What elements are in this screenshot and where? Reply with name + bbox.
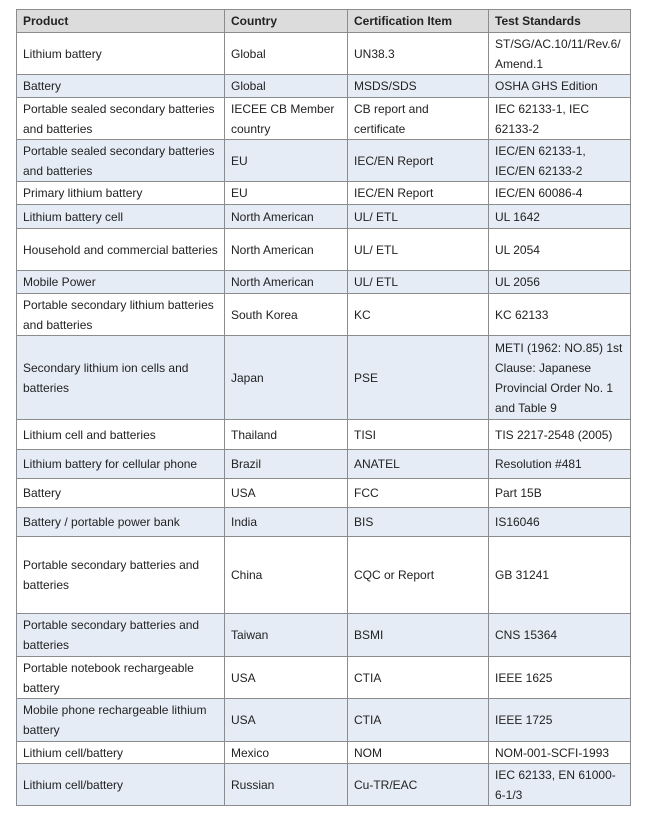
table-row [17,479,631,508]
table-row [17,140,631,182]
cell-certification-item: UL/ ETL [348,229,489,271]
cell-country: EU [225,182,348,205]
cell-product: Secondary lithium ion cells and batteries [17,336,225,420]
cell-product: Portable secondary lithium batteries and batteries [17,294,225,336]
cell-product: Lithium battery cell [17,205,225,229]
cell-product: Lithium battery [17,33,225,75]
cell-certification-item: NOM [348,742,489,764]
cell-country: Thailand [225,420,348,450]
cell-test-standard: TIS 2217-2548 (2005) [489,420,631,450]
table-row [17,271,631,294]
table-row [17,420,631,450]
cell-test-standard: OSHA GHS Edition [489,75,631,98]
cell-country: USA [225,657,348,699]
cell-test-standard: IEC/EN 60086-4 [489,182,631,205]
cell-test-standard: UL 1642 [489,205,631,229]
header-certification-item: Certification Item [348,10,489,33]
table-row [17,229,631,271]
cell-certification-item: CTIA [348,699,489,742]
cell-country: India [225,508,348,537]
cell-country: IECEE CB Member country [225,98,348,140]
cell-product: Lithium cell and batteries [17,420,225,450]
cell-country: North American [225,271,348,294]
table-row [17,742,631,764]
cell-test-standard: IEC/EN 62133-1, IEC/EN 62133-2 [489,140,631,182]
table-row [17,294,631,336]
table-row [17,336,631,420]
cell-certification-item: IEC/EN Report [348,182,489,205]
cell-certification-item: ANATEL [348,450,489,479]
cell-product: Lithium cell/battery [17,764,225,806]
table-row [17,98,631,140]
cell-country: USA [225,699,348,742]
cell-product: Portable sealed secondary batteries and batteries [17,140,225,182]
table-row [17,182,631,205]
cell-product: Portable secondary batteries and batteries [17,537,225,614]
cell-country: Russian [225,764,348,806]
table-row [17,537,631,614]
cell-test-standard: Part 15B [489,479,631,508]
table-row [17,75,631,98]
cell-country: Brazil [225,450,348,479]
cell-test-standard: NOM-001-SCFI-1993 [489,742,631,764]
table-row [17,657,631,699]
cell-country: USA [225,479,348,508]
cell-test-standard: METI (1962: NO.85) 1st Clause: Japanese Provincial Order No. 1 and Table 9 [489,336,631,420]
cell-certification-item: UN38.3 [348,33,489,75]
table-row [17,205,631,229]
cell-product: Primary lithium battery [17,182,225,205]
cell-test-standard: UL 2056 [489,271,631,294]
cell-certification-item: PSE [348,336,489,420]
header-product: Product [17,10,225,33]
cell-test-standard: IEEE 1625 [489,657,631,699]
cell-country: North American [225,229,348,271]
cell-product: Lithium battery for cellular phone [17,450,225,479]
table-row [17,450,631,479]
cell-test-standard: CNS 15364 [489,614,631,657]
cell-test-standard: ST/SG/AC.10/11/Rev.6/ Amend.1 [489,33,631,75]
cell-certification-item: Cu-TR/EAC [348,764,489,806]
cell-test-standard: UL 2054 [489,229,631,271]
cell-test-standard: IS16046 [489,508,631,537]
table-header [17,10,631,33]
cell-country: Japan [225,336,348,420]
cell-test-standard: Resolution #481 [489,450,631,479]
cell-country: Global [225,75,348,98]
cell-country: Global [225,33,348,75]
cell-certification-item: MSDS/SDS [348,75,489,98]
cell-product: Battery / portable power bank [17,508,225,537]
cell-certification-item: UL/ ETL [348,271,489,294]
cell-product: Mobile Power [17,271,225,294]
cell-certification-item: BSMI [348,614,489,657]
table-body [17,33,631,806]
cell-product: Portable sealed secondary batteries and batteries [17,98,225,140]
cell-test-standard: KC 62133 [489,294,631,336]
cell-country: EU [225,140,348,182]
cell-product: Lithium cell/battery [17,742,225,764]
cell-country: Taiwan [225,614,348,657]
cell-certification-item: TISI [348,420,489,450]
cell-product: Portable notebook rechargeable battery [17,657,225,699]
table-row [17,699,631,742]
cell-certification-item: UL/ ETL [348,205,489,229]
cell-product: Battery [17,479,225,508]
header-test-standards: Test Standards [489,10,631,33]
table-row [17,508,631,537]
cell-country: South Korea [225,294,348,336]
cell-product: Battery [17,75,225,98]
cell-certification-item: CTIA [348,657,489,699]
cell-certification-item: KC [348,294,489,336]
cell-country: China [225,537,348,614]
certification-table [16,9,631,806]
table-row [17,33,631,75]
cell-product: Household and commercial batteries [17,229,225,271]
header-row [17,10,631,33]
cell-test-standard: IEC 62133, EN 61000-6-1/3 [489,764,631,806]
table-row [17,764,631,806]
cell-certification-item: IEC/EN Report [348,140,489,182]
cell-product: Portable secondary batteries and batteries [17,614,225,657]
cell-test-standard: IEEE 1725 [489,699,631,742]
cell-certification-item: CB report and certificate [348,98,489,140]
cell-country: Mexico [225,742,348,764]
cell-test-standard: GB 31241 [489,537,631,614]
table-row [17,614,631,657]
cell-certification-item: FCC [348,479,489,508]
cell-test-standard: IEC 62133-1, IEC 62133-2 [489,98,631,140]
cell-certification-item: CQC or Report [348,537,489,614]
cell-certification-item: BIS [348,508,489,537]
header-country: Country [225,10,348,33]
cell-country: North American [225,205,348,229]
cell-product: Mobile phone rechargeable lithium battery [17,699,225,742]
